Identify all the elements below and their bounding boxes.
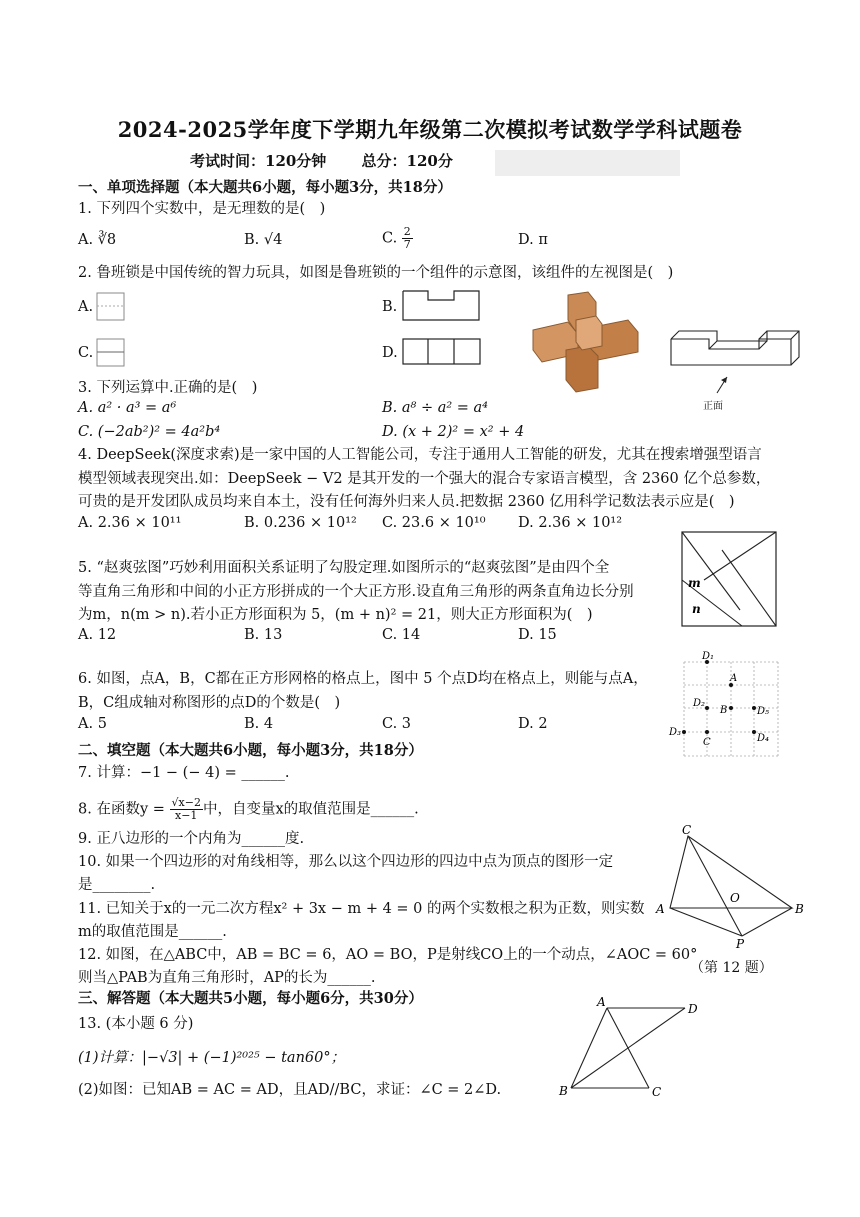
lock-component-sketch — [665, 325, 805, 415]
q6-option-d: D. 2 — [518, 716, 548, 732]
front-label: 正面 — [703, 401, 723, 412]
q5-option-c: C. 14 — [382, 627, 421, 643]
q13-heading: 13. (本小题 6 分) — [78, 1016, 194, 1032]
q10-line-1: 10. 如果一个四边形的对角线相等，那么以这个四边形的四边中点为顶点的图形一定 — [78, 854, 614, 870]
q4-line-1: 4. DeepSeek(深度求索)是一家中国的人工智能公司，专注于通用人工智能的研发，尤其在搜索增强型语言 — [78, 447, 762, 463]
q8-fraction: $\frac{√x-2}{x-1}$ — [171, 796, 201, 822]
label-c: C — [682, 824, 692, 837]
q1-option-a: A. ∛8 — [78, 232, 117, 248]
q6-line-2: B，C组成轴对称图形的点D的个数是( ) — [78, 695, 341, 711]
q2-stem: 2. 鲁班锁是中国传统的智力玩具，如图是鲁班锁的一个组件的示意图，该组件的左视图是( ) — [78, 265, 674, 281]
q1-option-c: C. $\frac{2}{7}$ — [382, 225, 411, 251]
q9-text: 9. 正八边形的一个内角为______度. — [78, 831, 305, 847]
section-1-heading: 一、单项选择题（本大题共6小题，每小题3分，共18分） — [78, 179, 452, 196]
q13-diagram — [555, 996, 710, 1101]
q3-stem: 3. 下列运算中.正确的是( ) — [78, 380, 258, 396]
q5-line-2: 等直角三角形和中间的小正方形拼成的一个大正方形.设直角三角形的两条直角边长分别 — [78, 584, 634, 600]
exam-info — [190, 150, 483, 171]
label-c: C — [703, 737, 711, 748]
label-b: B — [559, 1084, 568, 1098]
label-b: B — [720, 705, 728, 716]
label-d4: D₄ — [757, 733, 770, 744]
q5-option-d: D. 15 — [518, 627, 557, 643]
grid-diagram — [668, 648, 783, 763]
q5-option-a: A. 12 — [78, 627, 117, 643]
q4-option-c: C. 23.6 × 10¹⁰ — [382, 515, 486, 531]
q13-part-2: (2)如图：已知AB = AC = AD，且AD//BC，求证：∠C = 2∠D. — [78, 1082, 502, 1098]
q10-line-2: 是________. — [78, 877, 156, 893]
q3-option-b: B. a⁸ ÷ a² = a⁴ — [382, 400, 488, 416]
q4-option-a: A. 2.36 × 10¹¹ — [78, 515, 182, 531]
q1-stem: 1. 下列四个实数中，是无理数的是( ) — [78, 201, 326, 217]
page-title: 2024-2025学年度下学期九年级第二次模拟考试数学学科试题卷 — [117, 117, 743, 142]
label-d2: D₂ — [693, 698, 706, 709]
q5-line-3: 为m，n(m > n).若小正方形面积为 5，(m + n)² = 21，则大正方形面积为( ) — [78, 607, 593, 623]
q4-option-b: B. 0.236 × 10¹² — [244, 515, 357, 531]
redaction-block — [495, 150, 680, 176]
label-a: A — [730, 673, 738, 684]
q6-option-c: C. 3 — [382, 716, 412, 732]
label-d1: D₁ — [702, 651, 715, 662]
q7-text: 7. 计算：−1 − (− 4) = ______. — [78, 765, 290, 781]
q5-option-b: B. 13 — [244, 627, 283, 643]
q4-option-d: D. 2.36 × 10¹² — [518, 515, 623, 531]
luban-lock-photo — [528, 290, 643, 395]
exam-total-score: 总分：120分 — [361, 152, 453, 170]
q4-line-2: 模型领域表现突出.如：DeepSeek − V2 是其开发的一个强大的混合专家语言模型，含 2360 亿个总参数， — [78, 471, 771, 487]
q6-option-a: A. 5 — [78, 716, 107, 732]
label-p: P — [736, 937, 745, 950]
section-2-heading: 二、填空题（本大题共6小题，每小题3分，共18分） — [78, 742, 423, 759]
q12-line-2: 则当△PAB为直角三角形时，AP的长为______. — [78, 970, 376, 986]
q1-fraction: $\frac{2}{7}$ — [403, 225, 411, 251]
q2-option-d: D. — [382, 345, 398, 361]
q11-line-2: m的取值范围是______. — [78, 924, 227, 940]
q4-line-3: 可贵的是开发团队成员均来自本土，没有任何海外归来人员.把数据 2360 亿用科学记数法表示应是( ) — [78, 494, 735, 510]
q8-text: 8. 在函数y = $\frac{√x-2}{x-1}$ 中，自变量x的取值范围是______. — [78, 796, 419, 822]
label-d: D — [688, 1002, 698, 1016]
q2-option-b: B. — [382, 299, 398, 315]
label-a: A — [597, 996, 606, 1009]
q3-option-c: C. (−2ab²)² = 4a²b⁴ — [78, 424, 221, 440]
section-3-heading: 三、解答题（本大题共5小题，每小题6分，共30分） — [78, 990, 423, 1007]
label-b: B — [795, 902, 804, 916]
q1-option-b: B. √4 — [244, 232, 283, 248]
q2-option-b-figure — [402, 290, 482, 322]
q2-option-c-figure — [96, 338, 126, 368]
q12-caption: （第 12 题） — [690, 960, 773, 976]
q2-option-d-figure — [402, 338, 482, 366]
label-m: m — [688, 576, 701, 590]
q1-option-d: D. π — [518, 232, 548, 248]
label-o: O — [730, 891, 740, 905]
q2-option-c: C. — [78, 345, 94, 361]
q5-line-1: 5. “赵爽弦图”巧妙利用面积关系证明了勾股定理.如图所示的“赵爽弦图”是由四个全 — [78, 560, 610, 576]
label-d3: D₃ — [669, 727, 682, 738]
q12-triangle-diagram — [650, 824, 810, 950]
q13-part-1: (1)计算：|−√3| + (−1)²⁰²⁵ − tan60°； — [78, 1050, 346, 1066]
q3-option-a: A. a² · a³ = a⁶ — [78, 400, 177, 416]
exam-time: 考试时间：120分钟 — [190, 152, 327, 170]
q6-line-1: 6. 如图，点A，B，C都在正方形网格的格点上，图中 5 个点D均在格点上，则能与点A， — [78, 671, 648, 687]
label-c: C — [652, 1085, 662, 1099]
label-a: A — [656, 902, 665, 916]
label-d5: D₅ — [757, 706, 770, 717]
label-n: n — [692, 602, 701, 616]
q2-option-a-figure — [96, 292, 126, 322]
zhao-shuang-diagram — [680, 530, 780, 630]
q2-option-a: A. — [78, 299, 94, 315]
q6-option-b: B. 4 — [244, 716, 274, 732]
q12-line-1: 12. 如图，在△ABC中，AB = BC = 6，AO = BO，P是射线CO上的一个动点，∠AOC = 60° — [78, 947, 698, 963]
q11-line-1: 11. 已知关于x的一元二次方程x² + 3x − m + 4 = 0 的两个实数根之积为正数，则实数 — [78, 901, 645, 917]
q3-option-d: D. (x + 2)² = x² + 4 — [382, 424, 525, 440]
